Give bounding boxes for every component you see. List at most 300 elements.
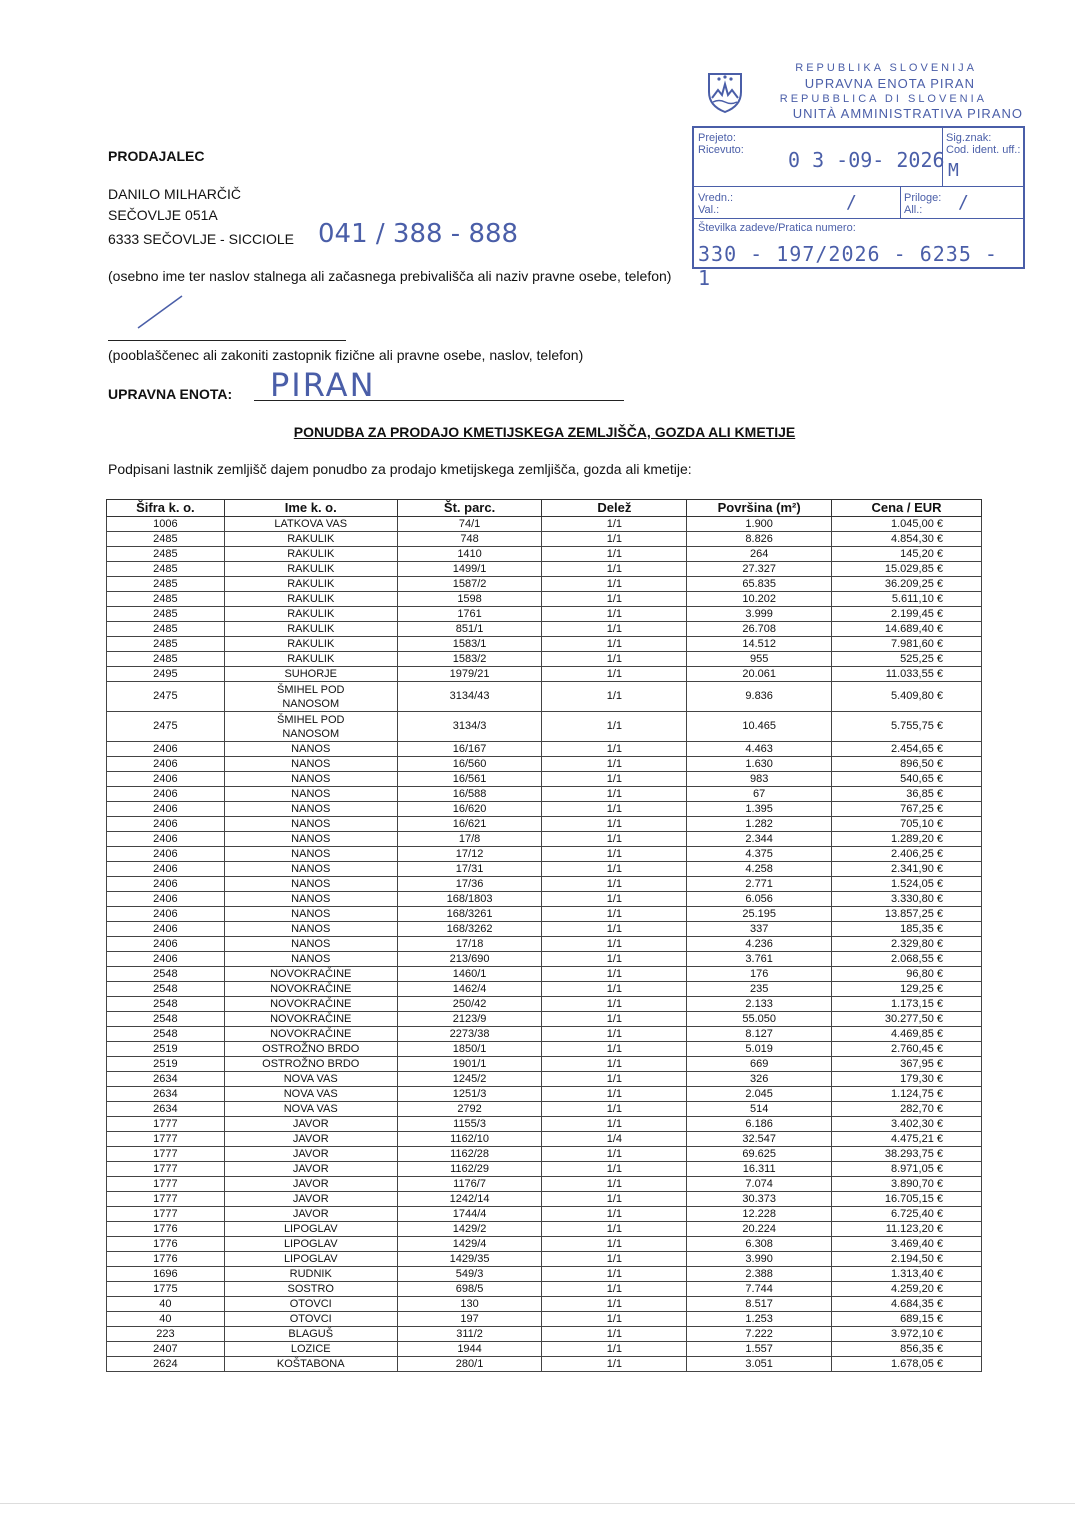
- table-cell: 1/1: [542, 1147, 687, 1162]
- table-cell: 1583/1: [397, 637, 542, 652]
- table-cell: 1.678,05 €: [832, 1357, 982, 1372]
- stamp-header: [700, 62, 1025, 122]
- table-cell: 1251/3: [397, 1087, 542, 1102]
- table-cell: 1/1: [542, 622, 687, 637]
- table-cell: 1.124,75 €: [832, 1087, 982, 1102]
- table-row: [107, 1282, 982, 1297]
- table-cell: 16/560: [397, 757, 542, 772]
- table-cell: 1.313,40 €: [832, 1267, 982, 1282]
- table-cell: 1696: [107, 1267, 225, 1282]
- table-cell: 1.524,05 €: [832, 877, 982, 892]
- stamp-line-1: REPUBLIKA SLOVENIJA: [795, 62, 977, 74]
- table-cell: 1/1: [542, 1087, 687, 1102]
- table-cell: 1/1: [542, 982, 687, 997]
- table-cell: 311/2: [397, 1327, 542, 1342]
- table-cell: 549/3: [397, 1267, 542, 1282]
- representative-line: [108, 340, 346, 341]
- table-cell: 1583/2: [397, 652, 542, 667]
- table-cell: JAVOR: [224, 1147, 397, 1162]
- case-number: 330 - 197/2026 - 6235 - 1: [698, 242, 998, 290]
- table-cell: 1/1: [542, 1072, 687, 1087]
- table-cell: RAKULIK: [224, 592, 397, 607]
- table-cell: 1245/2: [397, 1072, 542, 1087]
- table-cell: 1/1: [542, 637, 687, 652]
- table-row: [107, 877, 982, 892]
- table-header-row: [107, 500, 982, 517]
- table-cell: 2548: [107, 997, 225, 1012]
- table-cell: 1/1: [542, 922, 687, 937]
- table-row: [107, 1207, 982, 1222]
- table-cell: 1.253: [687, 1312, 832, 1327]
- seller-note: (osebno ime ter naslov stalnega ali začasnega prebivališča ali naziv pravne osebe, telefon): [108, 268, 672, 284]
- table-cell: 1.289,20 €: [832, 832, 982, 847]
- table-cell: LIPOGLAV: [224, 1252, 397, 1267]
- table-cell: 2475: [107, 712, 225, 742]
- table-cell: 1/1: [542, 1297, 687, 1312]
- table-cell: NANOS: [224, 907, 397, 922]
- table-cell: 16/620: [397, 802, 542, 817]
- stamp-line-3: REPUBBLICA DI SLOVENIA: [779, 93, 987, 105]
- table-cell: 2548: [107, 1012, 225, 1027]
- table-cell: NANOS: [224, 877, 397, 892]
- column-header: Št. parc.: [397, 500, 542, 517]
- table-cell: 3134/3: [397, 712, 542, 742]
- table-cell: 9.836: [687, 682, 832, 712]
- table-cell: 1/1: [542, 1027, 687, 1042]
- table-row: [107, 997, 982, 1012]
- table-cell: NOVOKRAČINE: [224, 1012, 397, 1027]
- table-cell: 1429/4: [397, 1237, 542, 1252]
- table-cell: 6.056: [687, 892, 832, 907]
- table-cell: 1776: [107, 1252, 225, 1267]
- table-cell: 1/1: [542, 862, 687, 877]
- table-cell: 2273/38: [397, 1027, 542, 1042]
- table-row: [107, 1042, 982, 1057]
- table-cell: 1/1: [542, 712, 687, 742]
- table-cell: OTOVCI: [224, 1312, 397, 1327]
- table-cell: 1/1: [542, 757, 687, 772]
- table-cell: 1777: [107, 1192, 225, 1207]
- table-cell: NANOS: [224, 742, 397, 757]
- representative-note: (pooblaščenec ali zakoniti zastopnik fizične ali pravne osebe, naslov, telefon): [108, 347, 584, 363]
- table-cell: 3.469,40 €: [832, 1237, 982, 1252]
- table-cell: 1410: [397, 547, 542, 562]
- table-cell: 25.195: [687, 907, 832, 922]
- table-cell: 16.705,15 €: [832, 1192, 982, 1207]
- table-cell: 1/1: [542, 847, 687, 862]
- column-header: Ime k. o.: [224, 500, 397, 517]
- table-row: [107, 772, 982, 787]
- table-cell: ŠMIHEL POD NANOSOM: [224, 682, 397, 712]
- table-row: [107, 1252, 982, 1267]
- received-stamp-box: [692, 126, 1025, 290]
- table-cell: NANOS: [224, 757, 397, 772]
- table-row: [107, 1192, 982, 1207]
- table-row: [107, 1267, 982, 1282]
- table-cell: 40: [107, 1312, 225, 1327]
- table-cell: 2.133: [687, 997, 832, 1012]
- table-cell: 2519: [107, 1042, 225, 1057]
- table-cell: 2634: [107, 1102, 225, 1117]
- table-cell: 1/1: [542, 907, 687, 922]
- table-cell: 4.463: [687, 742, 832, 757]
- table-cell: OSTROŽNO BRDO: [224, 1042, 397, 1057]
- table-cell: 2.771: [687, 877, 832, 892]
- value-label: Vredn.:: [698, 192, 734, 204]
- table-row: [107, 1237, 982, 1252]
- table-cell: LIPOGLAV: [224, 1237, 397, 1252]
- table-row: [107, 1087, 982, 1102]
- table-cell: 1460/1: [397, 967, 542, 982]
- table-cell: NANOS: [224, 787, 397, 802]
- table-cell: 197: [397, 1312, 542, 1327]
- table-row: [107, 1342, 982, 1357]
- table-cell: 2485: [107, 547, 225, 562]
- table-row: [107, 1072, 982, 1087]
- table-cell: 1.900: [687, 517, 832, 532]
- table-cell: 1744/4: [397, 1207, 542, 1222]
- table-row: [107, 862, 982, 877]
- table-cell: 16/167: [397, 742, 542, 757]
- table-cell: 2475: [107, 682, 225, 712]
- table-row: [107, 982, 982, 997]
- table-cell: 896,50 €: [832, 757, 982, 772]
- table-cell: 2406: [107, 817, 225, 832]
- table-cell: 74/1: [397, 517, 542, 532]
- table-cell: 1/1: [542, 1102, 687, 1117]
- table-cell: 7.744: [687, 1282, 832, 1297]
- table-cell: 38.293,75 €: [832, 1147, 982, 1162]
- table-cell: 2406: [107, 742, 225, 757]
- table-row: [107, 637, 982, 652]
- table-cell: 96,80 €: [832, 967, 982, 982]
- table-cell: 1/1: [542, 1192, 687, 1207]
- seller-phone: 041 / 388 - 888: [318, 219, 519, 249]
- table-cell: 17/31: [397, 862, 542, 877]
- table-cell: 2634: [107, 1072, 225, 1087]
- table-cell: 20.061: [687, 667, 832, 682]
- table-cell: 367,95 €: [832, 1057, 982, 1072]
- table-cell: 27.327: [687, 562, 832, 577]
- table-row: [107, 967, 982, 982]
- coat-of-arms-icon: [703, 70, 747, 114]
- table-row: [107, 937, 982, 952]
- table-cell: 1777: [107, 1147, 225, 1162]
- table-cell: 1/1: [542, 877, 687, 892]
- table-cell: 17/18: [397, 937, 542, 952]
- table-cell: RAKULIK: [224, 532, 397, 547]
- table-cell: 525,25 €: [832, 652, 982, 667]
- attachments-label: Priloge:: [904, 192, 942, 204]
- table-cell: 1/1: [542, 577, 687, 592]
- table-cell: 2406: [107, 892, 225, 907]
- table-row: [107, 622, 982, 637]
- table-row: [107, 1222, 982, 1237]
- column-header: Šifra k. o.: [107, 500, 225, 517]
- table-cell: 689,15 €: [832, 1312, 982, 1327]
- table-cell: 3.972,10 €: [832, 1327, 982, 1342]
- table-cell: 1/1: [542, 682, 687, 712]
- table-cell: 7.074: [687, 1177, 832, 1192]
- table-cell: 7.981,60 €: [832, 637, 982, 652]
- table-cell: 1/1: [542, 952, 687, 967]
- table-cell: 1850/1: [397, 1042, 542, 1057]
- table-cell: 748: [397, 532, 542, 547]
- table-row: [107, 1312, 982, 1327]
- value-label-it: Val.:: [698, 204, 720, 216]
- table-cell: NOVOKRAČINE: [224, 997, 397, 1012]
- table-cell: 1.173,15 €: [832, 997, 982, 1012]
- table-cell: 1.045,00 €: [832, 517, 982, 532]
- table-cell: 17/8: [397, 832, 542, 847]
- table-row: [107, 922, 982, 937]
- table-cell: 1162/29: [397, 1162, 542, 1177]
- table-cell: 326: [687, 1072, 832, 1087]
- table-cell: NANOS: [224, 937, 397, 952]
- table-cell: 2.199,45 €: [832, 607, 982, 622]
- table-cell: 1499/1: [397, 562, 542, 577]
- case-label: Številka zadeve/Pratica numero:: [698, 222, 856, 234]
- table-row: [107, 817, 982, 832]
- table-cell: 26.708: [687, 622, 832, 637]
- table-cell: 1/1: [542, 1327, 687, 1342]
- received-label-it: Ricevuto:: [698, 144, 744, 156]
- table-cell: 12.228: [687, 1207, 832, 1222]
- table-cell: 767,25 €: [832, 802, 982, 817]
- table-cell: 36.209,25 €: [832, 577, 982, 592]
- table-cell: 983: [687, 772, 832, 787]
- table-cell: 851/1: [397, 622, 542, 637]
- table-cell: 223: [107, 1327, 225, 1342]
- table-cell: LIPOGLAV: [224, 1222, 397, 1237]
- table-cell: 1/1: [542, 772, 687, 787]
- table-cell: 11.033,55 €: [832, 667, 982, 682]
- table-row: [107, 1297, 982, 1312]
- table-cell: 1/1: [542, 997, 687, 1012]
- page-bottom-edge: [0, 1503, 1075, 1504]
- table-cell: 2407: [107, 1342, 225, 1357]
- sig-label: Sig.znak:: [946, 132, 992, 144]
- sig-value: M: [948, 160, 959, 181]
- table-cell: 14.512: [687, 637, 832, 652]
- table-cell: JAVOR: [224, 1132, 397, 1147]
- table-cell: 213/690: [397, 952, 542, 967]
- table-cell: 30.277,50 €: [832, 1012, 982, 1027]
- table-cell: RUDNIK: [224, 1267, 397, 1282]
- table-cell: 1775: [107, 1282, 225, 1297]
- table-cell: 6.308: [687, 1237, 832, 1252]
- table-cell: JAVOR: [224, 1192, 397, 1207]
- table-cell: 168/3262: [397, 922, 542, 937]
- table-cell: 8.517: [687, 1297, 832, 1312]
- table-cell: JAVOR: [224, 1177, 397, 1192]
- table-cell: RAKULIK: [224, 637, 397, 652]
- table-row: [107, 1012, 982, 1027]
- table-cell: 1/1: [542, 1237, 687, 1252]
- table-cell: 1/1: [542, 787, 687, 802]
- table-row: [107, 577, 982, 592]
- table-cell: 55.050: [687, 1012, 832, 1027]
- table-cell: 2.329,80 €: [832, 937, 982, 952]
- table-cell: 3.330,80 €: [832, 892, 982, 907]
- table-cell: 1429/2: [397, 1222, 542, 1237]
- table-cell: NANOS: [224, 862, 397, 877]
- table-cell: 2.194,50 €: [832, 1252, 982, 1267]
- table-cell: 1176/7: [397, 1177, 542, 1192]
- table-cell: 36,85 €: [832, 787, 982, 802]
- table-cell: 1462/4: [397, 982, 542, 997]
- table-cell: 1/1: [542, 562, 687, 577]
- office-label: UPRAVNA ENOTA:: [108, 386, 233, 402]
- table-cell: RAKULIK: [224, 562, 397, 577]
- table-cell: OSTROŽNO BRDO: [224, 1057, 397, 1072]
- table-cell: 168/3261: [397, 907, 542, 922]
- table-cell: 17/12: [397, 847, 542, 862]
- table-row: [107, 832, 982, 847]
- table-cell: 32.547: [687, 1132, 832, 1147]
- table-cell: 1/1: [542, 532, 687, 547]
- table-cell: 5.611,10 €: [832, 592, 982, 607]
- table-cell: NANOS: [224, 847, 397, 862]
- table-cell: 1901/1: [397, 1057, 542, 1072]
- seller-name: DANILO MILHARČIČ: [108, 186, 242, 202]
- table-cell: 5.409,80 €: [832, 682, 982, 712]
- table-cell: 4.854,30 €: [832, 532, 982, 547]
- table-cell: 2.406,25 €: [832, 847, 982, 862]
- received-label: Prejeto:: [698, 132, 736, 144]
- table-cell: 1/1: [542, 802, 687, 817]
- sig-label-it: Cod. ident. uff.:: [946, 144, 1021, 156]
- table-cell: 8.826: [687, 532, 832, 547]
- table-cell: 2485: [107, 532, 225, 547]
- table-cell: 2485: [107, 637, 225, 652]
- table-cell: 1.630: [687, 757, 832, 772]
- table-cell: LATKOVA VAS: [224, 517, 397, 532]
- table-cell: 2406: [107, 757, 225, 772]
- table-cell: 3.051: [687, 1357, 832, 1372]
- table-cell: 955: [687, 652, 832, 667]
- table-row: [107, 1102, 982, 1117]
- table-cell: 1777: [107, 1177, 225, 1192]
- table-row: [107, 682, 982, 712]
- seller-city: 6333 SEČOVLJE - SICCIOLE: [108, 231, 294, 247]
- table-cell: 540,65 €: [832, 772, 982, 787]
- table-cell: 1/1: [542, 592, 687, 607]
- table-cell: 10.465: [687, 712, 832, 742]
- table-cell: 5.755,75 €: [832, 712, 982, 742]
- table-cell: 16/621: [397, 817, 542, 832]
- table-cell: 1/1: [542, 1357, 687, 1372]
- table-cell: 145,20 €: [832, 547, 982, 562]
- attachments-value: /: [958, 192, 969, 213]
- table-cell: 2.341,90 €: [832, 862, 982, 877]
- table-cell: 1777: [107, 1207, 225, 1222]
- table-cell: 1/1: [542, 1222, 687, 1237]
- table-cell: NOVOKRAČINE: [224, 982, 397, 997]
- table-cell: 1429/35: [397, 1252, 542, 1267]
- value-value: /: [846, 192, 857, 213]
- table-row: [107, 907, 982, 922]
- table-row: [107, 532, 982, 547]
- table-cell: RAKULIK: [224, 607, 397, 622]
- table-cell: 250/42: [397, 997, 542, 1012]
- table-cell: 1162/10: [397, 1132, 542, 1147]
- table-cell: 16.311: [687, 1162, 832, 1177]
- table-cell: 1/1: [542, 1162, 687, 1177]
- table-cell: 4.469,85 €: [832, 1027, 982, 1042]
- table-cell: LOZICE: [224, 1342, 397, 1357]
- table-row: [107, 1027, 982, 1042]
- table-cell: 17/36: [397, 877, 542, 892]
- table-row: [107, 547, 982, 562]
- table-cell: 1/1: [542, 1252, 687, 1267]
- table-cell: 69.625: [687, 1147, 832, 1162]
- table-cell: NANOS: [224, 832, 397, 847]
- table-row: [107, 952, 982, 967]
- table-cell: RAKULIK: [224, 547, 397, 562]
- table-cell: 2406: [107, 802, 225, 817]
- representative-slash-mark: [134, 292, 186, 332]
- table-cell: 1162/28: [397, 1147, 542, 1162]
- table-cell: 2485: [107, 592, 225, 607]
- table-row: [107, 847, 982, 862]
- table-cell: 2.344: [687, 832, 832, 847]
- table-cell: 20.224: [687, 1222, 832, 1237]
- table-cell: 282,70 €: [832, 1102, 982, 1117]
- table-cell: 2406: [107, 937, 225, 952]
- table-cell: 280/1: [397, 1357, 542, 1372]
- table-cell: 2485: [107, 577, 225, 592]
- table-cell: NANOS: [224, 922, 397, 937]
- table-cell: NOVOKRAČINE: [224, 967, 397, 982]
- table-cell: 15.029,85 €: [832, 562, 982, 577]
- table-cell: 2624: [107, 1357, 225, 1372]
- table-cell: 1598: [397, 592, 542, 607]
- table-cell: 1/1: [542, 832, 687, 847]
- table-cell: 1/1: [542, 1342, 687, 1357]
- table-cell: 2406: [107, 952, 225, 967]
- table-cell: NOVOKRAČINE: [224, 1027, 397, 1042]
- office-value: PIRAN: [270, 366, 376, 404]
- table-cell: 2548: [107, 1027, 225, 1042]
- table-cell: 2485: [107, 652, 225, 667]
- table-cell: 2495: [107, 667, 225, 682]
- table-cell: 16/588: [397, 787, 542, 802]
- table-cell: 698/5: [397, 1282, 542, 1297]
- table-cell: 705,10 €: [832, 817, 982, 832]
- table-row: [107, 667, 982, 682]
- table-cell: 337: [687, 922, 832, 937]
- table-cell: JAVOR: [224, 1162, 397, 1177]
- table-cell: 1/1: [542, 1012, 687, 1027]
- table-cell: 2.388: [687, 1267, 832, 1282]
- table-cell: 669: [687, 1057, 832, 1072]
- table-cell: 8.127: [687, 1027, 832, 1042]
- table-cell: 856,35 €: [832, 1342, 982, 1357]
- table-cell: 3.990: [687, 1252, 832, 1267]
- table-cell: 2519: [107, 1057, 225, 1072]
- table-cell: OTOVCI: [224, 1297, 397, 1312]
- table-cell: 2485: [107, 562, 225, 577]
- table-cell: 8.971,05 €: [832, 1162, 982, 1177]
- table-cell: 514: [687, 1102, 832, 1117]
- table-cell: 16/561: [397, 772, 542, 787]
- table-cell: NOVA VAS: [224, 1087, 397, 1102]
- table-cell: NANOS: [224, 802, 397, 817]
- table-row: [107, 1057, 982, 1072]
- table-row: [107, 1147, 982, 1162]
- table-cell: NOVA VAS: [224, 1102, 397, 1117]
